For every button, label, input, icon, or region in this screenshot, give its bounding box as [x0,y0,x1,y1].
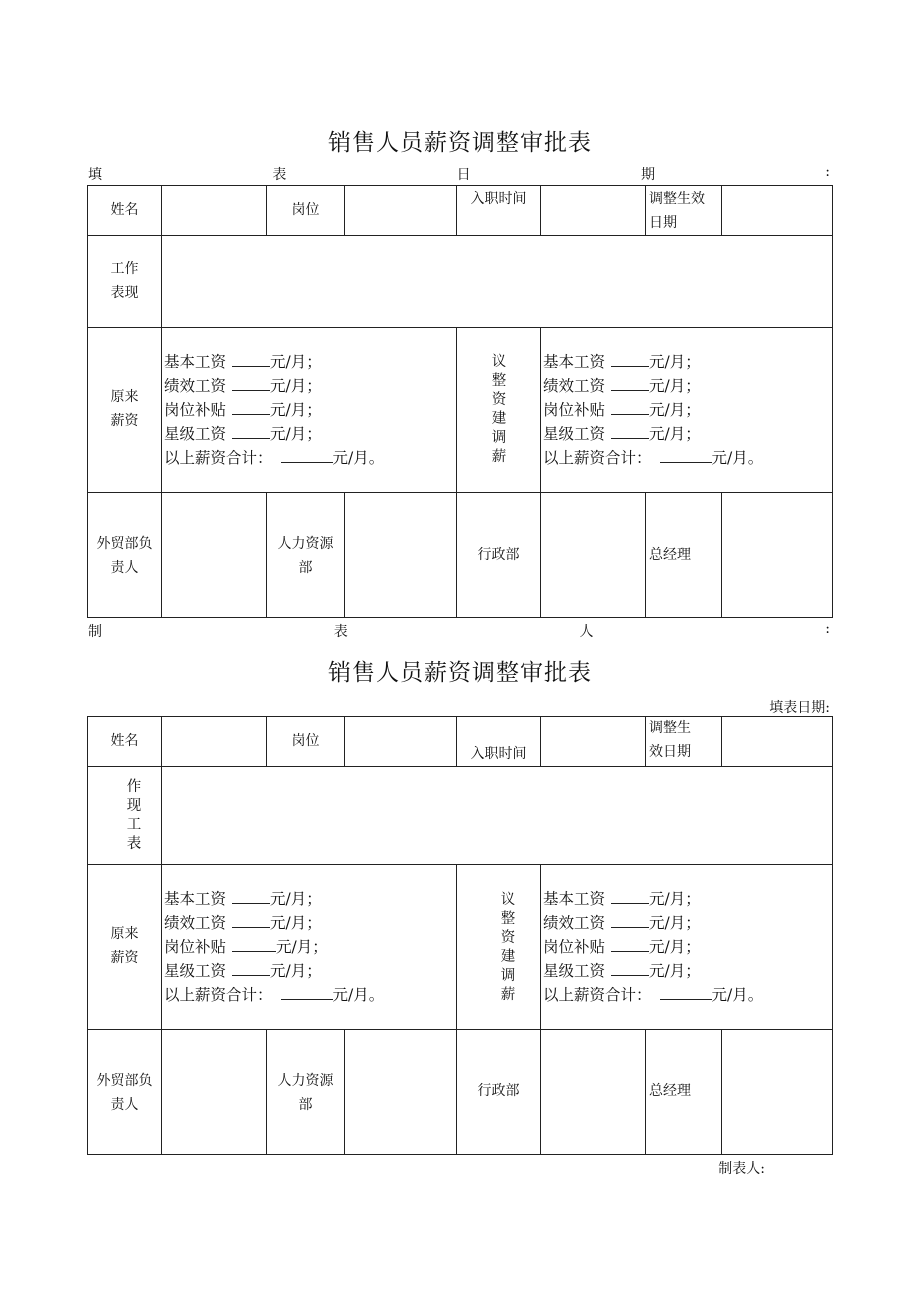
gm-label: 总经理 [649,1083,691,1099]
salary-line [543,983,763,1007]
proposed-label-char: 整 [500,911,516,927]
salary-blank[interactable] [232,374,270,391]
performance-label-char: 表 [126,836,142,852]
fill-date-char: 表 [272,167,287,183]
salary-line [164,446,384,470]
salary-blank[interactable] [611,887,649,904]
name-label: 姓名 [110,202,139,218]
original-salary-label [88,922,161,970]
form2-fill-date: 填表日期: [769,700,830,716]
salary-line [543,887,763,911]
hr-label-line: 人力资源 [277,1073,334,1089]
name-field[interactable] [162,186,266,235]
salary-item-name: 以上薪资合计： [164,986,273,1004]
table-line [87,864,833,865]
salary-blank[interactable] [232,935,276,952]
performance-label-char: 工 [126,817,142,833]
salary-blank[interactable] [232,959,270,976]
salary-line [164,422,384,446]
effective-date-field[interactable] [722,717,832,766]
name-field[interactable] [162,717,266,766]
proposed-label-char: 建 [491,411,507,427]
salary-item-name: 岗位补贴 [164,401,227,419]
salary-item-name: 岗位补贴 [543,938,606,956]
salary-item-name: 星级工资 [164,425,227,443]
salary-line [164,398,384,422]
performance-label [88,257,161,305]
hire-date-field[interactable] [541,186,645,235]
gm-sign-field[interactable] [722,1030,832,1154]
salary-unit: 元/月； [276,938,328,956]
hr-sign-field[interactable] [345,1030,456,1154]
salary-blank[interactable] [611,398,649,415]
salary-blank[interactable] [660,983,712,1000]
trade-head-label-line: 责人 [110,560,139,576]
trade-head-label-line: 责人 [110,1097,139,1113]
performance-field[interactable] [162,236,832,327]
table-line [645,185,646,235]
salary-item-name: 星级工资 [543,962,606,980]
proposed-salary-label [498,891,518,1005]
salary-line [543,959,763,983]
proposed-label-char: 资 [491,392,507,408]
proposed-label-char: 调 [491,430,507,446]
salary-unit: 元/月。 [711,449,764,467]
original-salary-label [88,385,161,433]
hire-date-label: 入职时间 [470,746,527,762]
table-line [87,1154,833,1155]
proposed-label-char: 议 [491,354,507,370]
performance-label-line: 工作 [110,261,139,277]
form1-fill-date-line [88,164,830,184]
salary-unit: 元/月； [649,938,701,956]
post-field[interactable] [345,717,456,766]
salary-item-name: 绩效工资 [543,914,606,932]
proposed-salary-list [543,350,763,470]
salary-line [543,374,763,398]
salary-unit: 元/月； [270,425,322,443]
salary-unit: 元/月。 [711,986,764,1004]
performance-label [124,778,144,854]
salary-blank[interactable] [232,887,270,904]
salary-line [543,398,763,422]
hr-label-line: 部 [298,1097,313,1113]
proposed-label-char: 建 [500,949,516,965]
trade-head-label-line: 外贸部负 [96,1073,153,1089]
table-line [645,1029,646,1154]
salary-line [164,983,384,1007]
hire-date-field[interactable] [541,717,645,766]
salary-line [543,422,763,446]
fill-date-char: 期 [640,167,655,183]
salary-line [164,911,384,935]
effective-date-label [649,716,691,764]
post-label: 岗位 [291,733,320,749]
form1-title: 销售人员薪资调整审批表 [328,130,592,156]
original-salary-label-line: 原来 [110,389,139,405]
salary-line [543,935,763,959]
salary-item-name: 基本工资 [164,890,227,908]
hr-label [267,1069,344,1117]
effective-date-label-line: 调整生 [649,720,691,736]
performance-label-char: 现 [126,798,142,814]
gm-label: 总经理 [649,547,691,563]
original-salary-list [164,887,384,1007]
effective-date-label [649,187,705,235]
fill-date-char: 日 [456,167,471,183]
admin-label: 行政部 [477,547,520,563]
salary-item-name: 星级工资 [164,962,227,980]
salary-blank[interactable] [611,935,649,952]
salary-item-name: 绩效工资 [543,377,606,395]
admin-label: 行政部 [477,1083,520,1099]
salary-item-name: 基本工资 [164,353,227,371]
maker-char: 制 [88,624,102,640]
salary-item-name: 星级工资 [543,425,606,443]
effective-date-label-line: 日期 [649,215,677,231]
salary-unit: 元/月； [270,962,322,980]
table-line [832,185,833,617]
original-salary-label-line: 原来 [110,926,139,942]
salary-line [164,374,384,398]
salary-blank[interactable] [232,422,270,439]
salary-unit: 元/月； [649,353,701,371]
salary-item-name: 岗位补贴 [543,401,606,419]
salary-blank[interactable] [660,446,712,463]
post-label: 岗位 [291,202,320,218]
trade-head-label-line: 外贸部负 [96,536,153,552]
salary-blank[interactable] [281,446,333,463]
salary-blank[interactable] [611,422,649,439]
proposed-label-char: 薪 [500,987,516,1003]
table-line [645,716,646,766]
fill-date-char: : [825,164,830,180]
original-salary-label-line: 薪资 [110,413,139,429]
fill-date-char: 填 [88,167,102,183]
proposed-label-char: 议 [500,892,516,908]
trade-head-label [88,1069,161,1117]
table-line [645,492,646,617]
salary-unit: 元/月； [649,401,701,419]
name-label: 姓名 [110,733,139,749]
salary-line [164,350,384,374]
salary-unit: 元/月。 [332,986,385,1004]
original-salary-list [164,350,384,470]
original-salary-label-line: 薪资 [110,950,139,966]
gm-sign-field[interactable] [722,493,832,617]
salary-item-name: 绩效工资 [164,914,227,932]
proposed-label-char: 调 [500,968,516,984]
salary-unit: 元/月； [649,425,701,443]
salary-item-name: 岗位补贴 [164,938,227,956]
hr-label-line: 部 [298,560,313,576]
maker-char: 人 [579,624,594,640]
table-line [87,327,833,328]
salary-item-name: 基本工资 [543,890,606,908]
maker-char: : [825,621,830,637]
trade-head-sign-field[interactable] [162,1030,266,1154]
salary-line [543,446,763,470]
salary-item-name: 以上薪资合计： [543,986,652,1004]
table-line [832,716,833,1154]
salary-blank[interactable] [611,959,649,976]
salary-unit: 元/月； [649,962,701,980]
salary-line [543,911,763,935]
hire-date-label: 入职时间 [470,191,527,207]
proposed-salary-label [489,353,509,467]
salary-unit: 元/月； [649,914,701,932]
trade-head-sign-field[interactable] [162,493,266,617]
salary-blank[interactable] [611,911,649,928]
maker-char: 表 [333,624,348,640]
hr-label-line: 人力资源 [277,536,334,552]
salary-blank[interactable] [232,398,270,415]
salary-unit: 元/月； [270,401,322,419]
salary-unit: 元/月。 [332,449,385,467]
form2-maker: 制表人: [718,1161,765,1177]
effective-date-label-line: 效日期 [649,744,691,760]
hr-sign-field[interactable] [345,493,456,617]
salary-line [164,959,384,983]
table-line [456,864,457,1154]
salary-blank[interactable] [611,350,649,367]
hr-label [267,532,344,580]
admin-sign-field[interactable] [541,1030,645,1154]
salary-unit: 元/月； [649,377,701,395]
salary-unit: 元/月； [270,377,322,395]
salary-item-name: 以上薪资合计： [543,449,652,467]
salary-blank[interactable] [232,350,270,367]
proposed-label-char: 资 [500,930,516,946]
salary-blank[interactable] [281,983,333,1000]
salary-item-name: 绩效工资 [164,377,227,395]
table-line [87,617,833,618]
salary-line [164,935,384,959]
admin-sign-field[interactable] [541,493,645,617]
form1-maker-line [88,621,830,641]
salary-unit: 元/月； [270,890,322,908]
proposed-salary-list [543,887,763,1007]
salary-unit: 元/月； [649,890,701,908]
effective-date-field[interactable] [722,186,832,235]
salary-line [164,887,384,911]
salary-blank[interactable] [611,374,649,391]
salary-item-name: 以上薪资合计： [164,449,273,467]
performance-label-char: 作 [126,779,142,795]
proposed-label-char: 整 [491,373,507,389]
performance-label-line: 表现 [110,285,139,301]
effective-date-label-line: 调整生效 [649,191,705,207]
trade-head-label [88,532,161,580]
salary-unit: 元/月； [270,353,322,371]
performance-field[interactable] [162,767,832,864]
salary-line [543,350,763,374]
form2-title: 销售人员薪资调整审批表 [328,660,592,686]
salary-unit: 元/月； [270,914,322,932]
post-field[interactable] [345,186,456,235]
proposed-label-char: 薪 [491,449,507,465]
salary-blank[interactable] [232,911,270,928]
salary-item-name: 基本工资 [543,353,606,371]
table-line [456,327,457,617]
